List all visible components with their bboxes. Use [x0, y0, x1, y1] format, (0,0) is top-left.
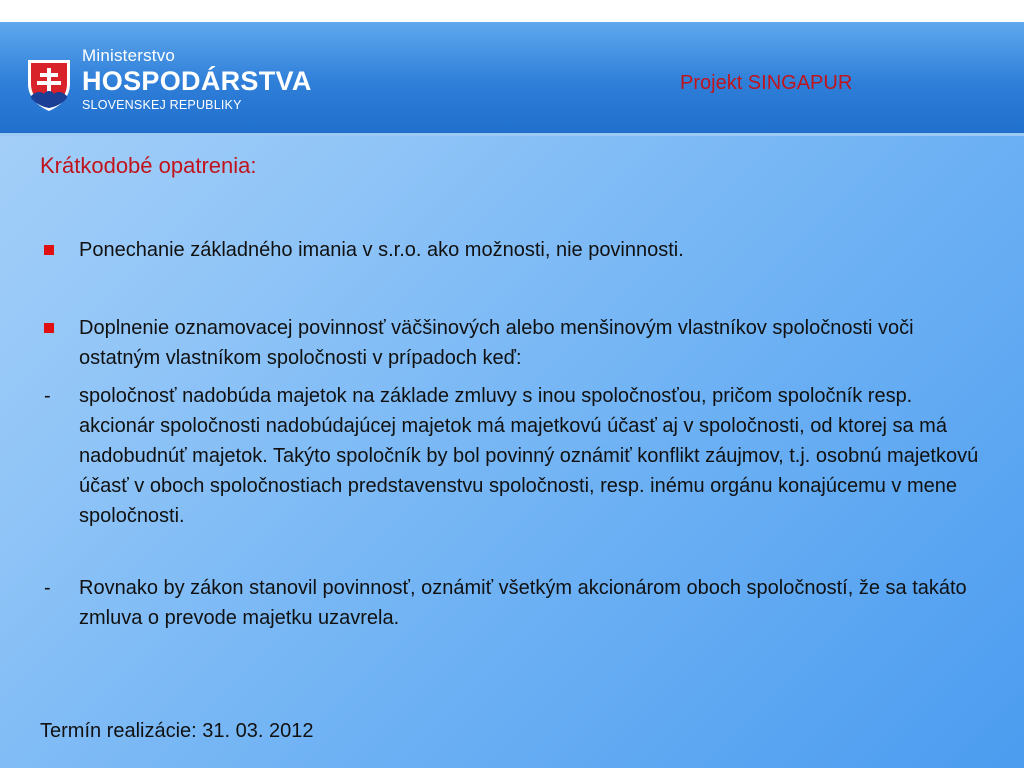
bullet-text: Ponechanie základného imania v s.r.o. ako možnosti, nie povinnosti.: [79, 239, 684, 261]
deadline-text: Termín realizácie: 31. 03. 2012: [40, 720, 314, 742]
logo-ministerstvo: Ministerstvo: [82, 46, 176, 65]
ministry-logo: [26, 46, 312, 136]
logo-text: [82, 46, 312, 114]
square-bullet-icon: [44, 245, 54, 255]
logo-hospodarstva: HOSPODÁRSTVA: [82, 66, 312, 96]
coat-of-arms-icon: [26, 58, 72, 112]
square-bullet-icon: [44, 323, 54, 333]
bullet-text: Doplnenie oznamovacej povinnosť väčšinových alebo menšinovým vlastníkov spoločnosti voči ostatným vlastníkom spoločnosti v prípadoch keď:: [79, 317, 914, 369]
dash-text: spoločnosť nadobúda majetok na základe zmluvy s inou spoločnosťou, pričom spoločník resp. akcionár spoločnosti nadobúdajúcej majetok má majetkovú účasť aj v spoločnosti, od ktorej sa má nadobudnúť majetok. Takýto spoločník by bol povinný oznámiť konflikt záujmov, t.j. osobnú majetkovú účasť v oboch spoločnostiach predstavenstvu spoločnosti, resp. inému orgánu konajúcemu v mene spoločnosti.: [79, 385, 979, 527]
dash-marker: -: [44, 577, 51, 599]
dash-text: Rovnako by zákon stanovil povinnosť, oznámiť všetkým akcionárom oboch spoločností, že sa takáto zmluva o prevode majetku uzavrela.: [79, 577, 967, 629]
header-banner: [0, 22, 1024, 136]
section-title: Krátkodobé opatrenia:: [40, 153, 257, 178]
top-strip: [0, 0, 1024, 22]
project-title: Projekt SINGAPUR: [680, 72, 853, 94]
dash-marker: -: [44, 385, 51, 407]
logo-republic: SLOVENSKEJ REPUBLIKY: [82, 98, 242, 112]
